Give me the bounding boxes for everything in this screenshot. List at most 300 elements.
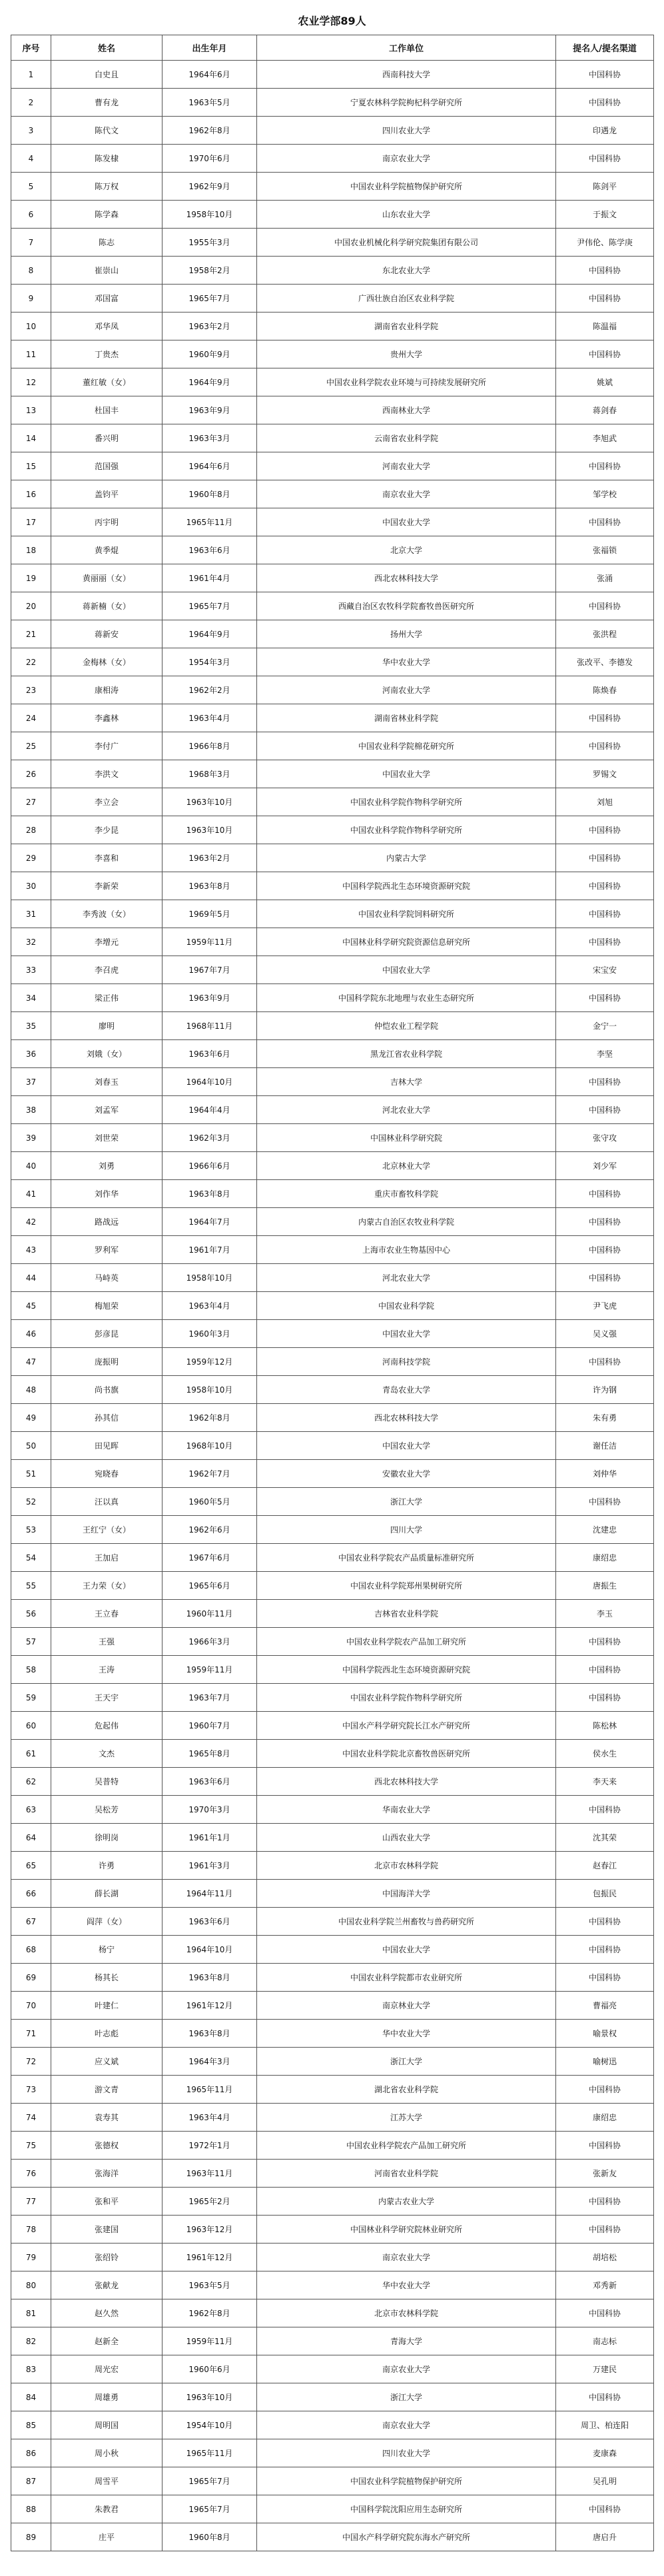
cell-index: 43 [11, 1236, 51, 1264]
cell-index: 45 [11, 1292, 51, 1320]
cell-nominator: 中国科协 [556, 1264, 654, 1292]
cell-nominator: 尹伟伦、陈学庚 [556, 229, 654, 257]
table-row [11, 1012, 654, 1040]
cell-name: 李秀波（女） [51, 900, 163, 928]
cell-workplace: 中国科学院沈阳应用生态研究所 [257, 2495, 556, 2523]
header-birth: 出生年月 [163, 35, 257, 61]
cell-index: 14 [11, 424, 51, 452]
cell-birth: 1959年11月 [163, 2327, 257, 2355]
cell-birth: 1963年4月 [163, 2104, 257, 2132]
cell-name: 陈代文 [51, 117, 163, 145]
cell-workplace: 南京农业大学 [257, 480, 556, 508]
header-nominator: 提名人/提名渠道 [556, 35, 654, 61]
cell-name: 李洪文 [51, 760, 163, 788]
cell-birth: 1960年11月 [163, 1600, 257, 1628]
cell-birth: 1963年2月 [163, 844, 257, 872]
cell-index: 28 [11, 816, 51, 844]
cell-birth: 1963年2月 [163, 313, 257, 340]
table-row [11, 844, 654, 872]
cell-name: 危起伟 [51, 1712, 163, 1740]
cell-birth: 1962年8月 [163, 117, 257, 145]
cell-workplace: 中国科学院东北地理与农业生态研究所 [257, 984, 556, 1012]
cell-name: 黄季焜 [51, 536, 163, 564]
table-row [11, 1824, 654, 1852]
cell-workplace: 山西农业大学 [257, 1824, 556, 1852]
cell-birth: 1958年10月 [163, 1376, 257, 1404]
cell-nominator: 印遇龙 [556, 117, 654, 145]
cell-workplace: 中国水产科学研究院长江水产研究所 [257, 1712, 556, 1740]
cell-index: 3 [11, 117, 51, 145]
cell-nominator: 喻树迅 [556, 2048, 654, 2076]
cell-birth: 1963年11月 [163, 2160, 257, 2188]
table-row [11, 732, 654, 760]
cell-name: 张海洋 [51, 2160, 163, 2188]
cell-index: 41 [11, 1180, 51, 1208]
cell-workplace: 华中农业大学 [257, 648, 556, 676]
cell-birth: 1964年9月 [163, 620, 257, 648]
cell-name: 张建国 [51, 2216, 163, 2244]
cell-nominator: 侯水生 [556, 1740, 654, 1768]
cell-birth: 1963年12月 [163, 2216, 257, 2244]
cell-workplace: 山东农业大学 [257, 201, 556, 229]
cell-birth: 1965年7月 [163, 2495, 257, 2523]
cell-nominator: 中国科协 [556, 928, 654, 956]
cell-index: 59 [11, 1684, 51, 1712]
cell-nominator: 万建民 [556, 2355, 654, 2383]
cell-workplace: 内蒙古农业大学 [257, 2188, 556, 2216]
cell-nominator: 蒋剑春 [556, 396, 654, 424]
cell-workplace: 中国农业科学院农产品加工研究所 [257, 1628, 556, 1656]
cell-name: 田见晖 [51, 1432, 163, 1460]
cell-name: 金梅林（女） [51, 648, 163, 676]
cell-birth: 1970年3月 [163, 1796, 257, 1824]
cell-workplace: 仲恺农业工程学院 [257, 1012, 556, 1040]
cell-nominator: 张涌 [556, 564, 654, 592]
cell-nominator: 刘仲华 [556, 1460, 654, 1488]
cell-workplace: 河南科技学院 [257, 1348, 556, 1376]
cell-workplace: 北京市农林科学院 [257, 1852, 556, 1880]
cell-nominator: 中国科协 [556, 1208, 654, 1236]
cell-name: 庄平 [51, 2523, 163, 2551]
table-row [11, 1068, 654, 1096]
cell-birth: 1967年6月 [163, 1544, 257, 1572]
cell-name: 刘春玉 [51, 1068, 163, 1096]
cell-birth: 1958年10月 [163, 1264, 257, 1292]
cell-index: 25 [11, 732, 51, 760]
cell-birth: 1963年5月 [163, 89, 257, 117]
table-row [11, 2439, 654, 2467]
cell-name: 刘作华 [51, 1180, 163, 1208]
cell-workplace: 河南农业大学 [257, 452, 556, 480]
cell-name: 王红宁（女） [51, 1516, 163, 1544]
cell-index: 80 [11, 2271, 51, 2299]
cell-name: 梅旭荣 [51, 1292, 163, 1320]
cell-workplace: 中国农业科学院作物科学研究所 [257, 788, 556, 816]
cell-index: 5 [11, 173, 51, 201]
cell-nominator: 中国科协 [556, 1628, 654, 1656]
cell-workplace: 河北农业大学 [257, 1096, 556, 1124]
cell-index: 70 [11, 1992, 51, 2020]
cell-workplace: 河北农业大学 [257, 1264, 556, 1292]
cell-birth: 1962年8月 [163, 2299, 257, 2327]
cell-name: 李立会 [51, 788, 163, 816]
cell-nominator: 李天来 [556, 1768, 654, 1796]
table-row [11, 2076, 654, 2104]
cell-name: 李付广 [51, 732, 163, 760]
cell-nominator: 许为钢 [556, 1376, 654, 1404]
cell-birth: 1963年10月 [163, 788, 257, 816]
cell-nominator: 中国科协 [556, 1908, 654, 1936]
cell-workplace: 安徽农业大学 [257, 1460, 556, 1488]
table-row [11, 1600, 654, 1628]
cell-nominator: 陈焕春 [556, 676, 654, 704]
cell-index: 21 [11, 620, 51, 648]
cell-name: 彭彦昆 [51, 1320, 163, 1348]
cell-birth: 1962年8月 [163, 1404, 257, 1432]
table-row [11, 2299, 654, 2327]
table-row [11, 1208, 654, 1236]
cell-name: 张德权 [51, 2132, 163, 2160]
table-row [11, 928, 654, 956]
header-workplace: 工作单位 [257, 35, 556, 61]
table-row [11, 1124, 654, 1152]
table-row [11, 648, 654, 676]
table-row [11, 1656, 654, 1684]
cell-birth: 1968年11月 [163, 1012, 257, 1040]
cell-name: 蒋新楠（女） [51, 592, 163, 620]
cell-workplace: 浙江大学 [257, 2383, 556, 2411]
cell-index: 62 [11, 1768, 51, 1796]
cell-index: 88 [11, 2495, 51, 2523]
cell-workplace: 江苏大学 [257, 2104, 556, 2132]
table-row [11, 1264, 654, 1292]
cell-workplace: 湖南省农业科学院 [257, 313, 556, 340]
cell-birth: 1963年8月 [163, 1964, 257, 1992]
cell-birth: 1962年2月 [163, 676, 257, 704]
cell-workplace: 西北农林科技大学 [257, 1404, 556, 1432]
cell-birth: 1961年12月 [163, 2244, 257, 2271]
cell-nominator: 周卫、柏连阳 [556, 2411, 654, 2439]
cell-name: 赵久然 [51, 2299, 163, 2327]
cell-index: 86 [11, 2439, 51, 2467]
table-row [11, 1908, 654, 1936]
cell-workplace: 中国农业科学院农产品质量标准研究所 [257, 1544, 556, 1572]
cell-index: 71 [11, 2020, 51, 2048]
cell-workplace: 中国农业大学 [257, 508, 556, 536]
cell-workplace: 湖南省林业科学院 [257, 704, 556, 732]
cell-workplace: 北京市农林科学院 [257, 2299, 556, 2327]
cell-index: 35 [11, 1012, 51, 1040]
cell-nominator: 中国科协 [556, 1796, 654, 1824]
header-index: 序号 [11, 35, 51, 61]
table-row [11, 900, 654, 928]
cell-workplace: 中国农业大学 [257, 1320, 556, 1348]
table-row [11, 2244, 654, 2271]
cell-name: 宛晓春 [51, 1460, 163, 1488]
cell-workplace: 中国农业科学院作物科学研究所 [257, 1684, 556, 1712]
cell-birth: 1965年2月 [163, 2188, 257, 2216]
cell-index: 13 [11, 396, 51, 424]
table-row [11, 117, 654, 145]
cell-nominator: 中国科协 [556, 872, 654, 900]
cell-index: 22 [11, 648, 51, 676]
cell-name: 文杰 [51, 1740, 163, 1768]
cell-nominator: 张守攻 [556, 1124, 654, 1152]
cell-index: 18 [11, 536, 51, 564]
cell-nominator: 罗锡文 [556, 760, 654, 788]
table-body [11, 61, 654, 2551]
table-row [11, 1292, 654, 1320]
cell-index: 12 [11, 368, 51, 396]
table-row [11, 173, 654, 201]
cell-birth: 1959年11月 [163, 928, 257, 956]
cell-workplace: 中国农业大学 [257, 956, 556, 984]
cell-index: 47 [11, 1348, 51, 1376]
cell-birth: 1970年6月 [163, 145, 257, 173]
cell-name: 王天宇 [51, 1684, 163, 1712]
cell-index: 16 [11, 480, 51, 508]
table-row [11, 1096, 654, 1124]
cell-birth: 1963年8月 [163, 1180, 257, 1208]
table-row [11, 257, 654, 285]
cell-nominator: 中国科协 [556, 984, 654, 1012]
cell-index: 83 [11, 2355, 51, 2383]
cell-nominator: 陈剑平 [556, 173, 654, 201]
cell-birth: 1955年3月 [163, 229, 257, 257]
cell-name: 周雄勇 [51, 2383, 163, 2411]
cell-name: 廖明 [51, 1012, 163, 1040]
cell-name: 吴松芳 [51, 1796, 163, 1824]
cell-workplace: 四川大学 [257, 1516, 556, 1544]
cell-birth: 1960年8月 [163, 480, 257, 508]
cell-workplace: 中国农业科学院兰州畜牧与兽药研究所 [257, 1908, 556, 1936]
cell-nominator: 李玉 [556, 1600, 654, 1628]
cell-index: 64 [11, 1824, 51, 1852]
table-row [11, 508, 654, 536]
cell-workplace: 南京农业大学 [257, 2411, 556, 2439]
cell-index: 89 [11, 2523, 51, 2551]
table-row [11, 368, 654, 396]
cell-nominator: 中国科协 [556, 508, 654, 536]
cell-name: 周雪平 [51, 2467, 163, 2495]
cell-index: 33 [11, 956, 51, 984]
table-row [11, 1404, 654, 1432]
cell-nominator: 中国科协 [556, 2216, 654, 2244]
cell-index: 40 [11, 1152, 51, 1180]
cell-name: 汪以真 [51, 1488, 163, 1516]
table-row [11, 229, 654, 257]
cell-index: 67 [11, 1908, 51, 1936]
table-row [11, 1964, 654, 1992]
cell-nominator: 赵春江 [556, 1852, 654, 1880]
cell-birth: 1961年4月 [163, 564, 257, 592]
table-row [11, 2327, 654, 2355]
cell-index: 49 [11, 1404, 51, 1432]
cell-workplace: 上海市农业生物基因中心 [257, 1236, 556, 1264]
cell-birth: 1966年3月 [163, 1628, 257, 1656]
table-row [11, 1180, 654, 1208]
table-row [11, 2216, 654, 2244]
cell-index: 34 [11, 984, 51, 1012]
cell-birth: 1965年7月 [163, 592, 257, 620]
table-row [11, 1348, 654, 1376]
cell-nominator: 喻景权 [556, 2020, 654, 2048]
cell-workplace: 宁夏农林科学院枸杞科学研究所 [257, 89, 556, 117]
cell-nominator: 宋宝安 [556, 956, 654, 984]
cell-name: 邓华凤 [51, 313, 163, 340]
cell-nominator: 中国科协 [556, 257, 654, 285]
cell-nominator: 中国科协 [556, 2132, 654, 2160]
cell-nominator: 中国科协 [556, 1684, 654, 1712]
cell-index: 73 [11, 2076, 51, 2104]
cell-workplace: 广西壮族自治区农业科学院 [257, 285, 556, 313]
table-row [11, 1320, 654, 1348]
cell-birth: 1964年10月 [163, 1068, 257, 1096]
cell-nominator: 沈其荣 [556, 1824, 654, 1852]
table-row [11, 1460, 654, 1488]
table-row [11, 1936, 654, 1964]
cell-index: 84 [11, 2383, 51, 2411]
table-row [11, 1488, 654, 1516]
cell-workplace: 中国农业科学院植物保护研究所 [257, 2467, 556, 2495]
cell-workplace: 中国农业科学院作物科学研究所 [257, 816, 556, 844]
cell-birth: 1965年11月 [163, 2439, 257, 2467]
cell-nominator: 唐振生 [556, 1572, 654, 1600]
cell-birth: 1963年6月 [163, 1908, 257, 1936]
cell-name: 罗利军 [51, 1236, 163, 1264]
cell-nominator: 邓秀新 [556, 2271, 654, 2299]
cell-workplace: 中国农业科学院北京畜牧兽医研究所 [257, 1740, 556, 1768]
page-title: 农业学部89人 [298, 15, 366, 27]
table-row [11, 452, 654, 480]
cell-birth: 1963年4月 [163, 704, 257, 732]
cell-workplace: 黑龙江省农业科学院 [257, 1040, 556, 1068]
cell-nominator: 康绍忠 [556, 1544, 654, 1572]
cell-index: 81 [11, 2299, 51, 2327]
cell-name: 蒋新安 [51, 620, 163, 648]
cell-nominator: 于振文 [556, 201, 654, 229]
cell-name: 李少昆 [51, 816, 163, 844]
cell-birth: 1962年3月 [163, 1124, 257, 1152]
cell-name: 王立春 [51, 1600, 163, 1628]
table-row [11, 2048, 654, 2076]
cell-index: 76 [11, 2160, 51, 2188]
cell-name: 丙宇明 [51, 508, 163, 536]
cell-birth: 1963年6月 [163, 536, 257, 564]
table-row [11, 2188, 654, 2216]
cell-birth: 1959年12月 [163, 1348, 257, 1376]
cell-nominator: 胡培松 [556, 2244, 654, 2271]
cell-name: 刘勇 [51, 1152, 163, 1180]
cell-name: 董红敏（女） [51, 368, 163, 396]
table-row [11, 1796, 654, 1824]
table-row [11, 480, 654, 508]
table-row [11, 620, 654, 648]
cell-index: 30 [11, 872, 51, 900]
cell-name: 周小秋 [51, 2439, 163, 2467]
cell-workplace: 吉林大学 [257, 1068, 556, 1096]
cell-nominator: 刘旭 [556, 788, 654, 816]
table-row [11, 2355, 654, 2383]
cell-workplace: 西南科技大学 [257, 61, 556, 89]
table-row [11, 1684, 654, 1712]
cell-index: 74 [11, 2104, 51, 2132]
cell-nominator: 沈建忠 [556, 1516, 654, 1544]
cell-index: 27 [11, 788, 51, 816]
cell-nominator: 中国科协 [556, 340, 654, 368]
cell-index: 68 [11, 1936, 51, 1964]
cell-birth: 1961年12月 [163, 1992, 257, 2020]
cell-index: 66 [11, 1880, 51, 1908]
table-row [11, 564, 654, 592]
cell-workplace: 南京林业大学 [257, 1992, 556, 2020]
cell-name: 王涛 [51, 1656, 163, 1684]
cell-nominator: 张福锁 [556, 536, 654, 564]
cell-workplace: 华中农业大学 [257, 2271, 556, 2299]
cell-index: 36 [11, 1040, 51, 1068]
cell-workplace: 中国农业大学 [257, 1936, 556, 1964]
cell-birth: 1967年7月 [163, 956, 257, 984]
table-row [11, 1572, 654, 1600]
table-row [11, 984, 654, 1012]
cell-index: 55 [11, 1572, 51, 1600]
cell-nominator: 中国科协 [556, 816, 654, 844]
cell-index: 44 [11, 1264, 51, 1292]
cell-birth: 1963年9月 [163, 396, 257, 424]
cell-birth: 1965年8月 [163, 1740, 257, 1768]
cell-index: 63 [11, 1796, 51, 1824]
cell-birth: 1963年9月 [163, 984, 257, 1012]
cell-name: 番兴明 [51, 424, 163, 452]
table-row [11, 285, 654, 313]
cell-workplace: 吉林省农业科学院 [257, 1600, 556, 1628]
cell-workplace: 中国林业科学研究院资源信息研究所 [257, 928, 556, 956]
cell-workplace: 中国农业科学院饲料研究所 [257, 900, 556, 928]
cell-name: 刘世荣 [51, 1124, 163, 1152]
table-row [11, 1544, 654, 1572]
cell-name: 李增元 [51, 928, 163, 956]
cell-index: 7 [11, 229, 51, 257]
table-row [11, 1880, 654, 1908]
cell-birth: 1964年6月 [163, 61, 257, 89]
cell-birth: 1960年3月 [163, 1320, 257, 1348]
cell-name: 应义斌 [51, 2048, 163, 2076]
cell-workplace: 中国农业科学院都市农业研究所 [257, 1964, 556, 1992]
cell-birth: 1960年7月 [163, 1712, 257, 1740]
cell-name: 张献龙 [51, 2271, 163, 2299]
cell-name: 周光宏 [51, 2355, 163, 2383]
cell-workplace: 河南省农业科学院 [257, 2160, 556, 2188]
table-row [11, 396, 654, 424]
cell-nominator: 中国科协 [556, 2299, 654, 2327]
cell-birth: 1964年10月 [163, 1936, 257, 1964]
cell-workplace: 中国水产科学研究院东海水产研究所 [257, 2523, 556, 2551]
table-row [11, 1152, 654, 1180]
table-row [11, 872, 654, 900]
cell-birth: 1965年7月 [163, 285, 257, 313]
cell-name: 陈志 [51, 229, 163, 257]
cell-nominator: 中国科协 [556, 1488, 654, 1516]
cell-index: 17 [11, 508, 51, 536]
table-row [11, 592, 654, 620]
cell-index: 20 [11, 592, 51, 620]
cell-name: 陈发棣 [51, 145, 163, 173]
table-row [11, 676, 654, 704]
cell-nominator: 麦康森 [556, 2439, 654, 2467]
cell-name: 王强 [51, 1628, 163, 1656]
table-row [11, 2495, 654, 2523]
cell-name: 李喜和 [51, 844, 163, 872]
